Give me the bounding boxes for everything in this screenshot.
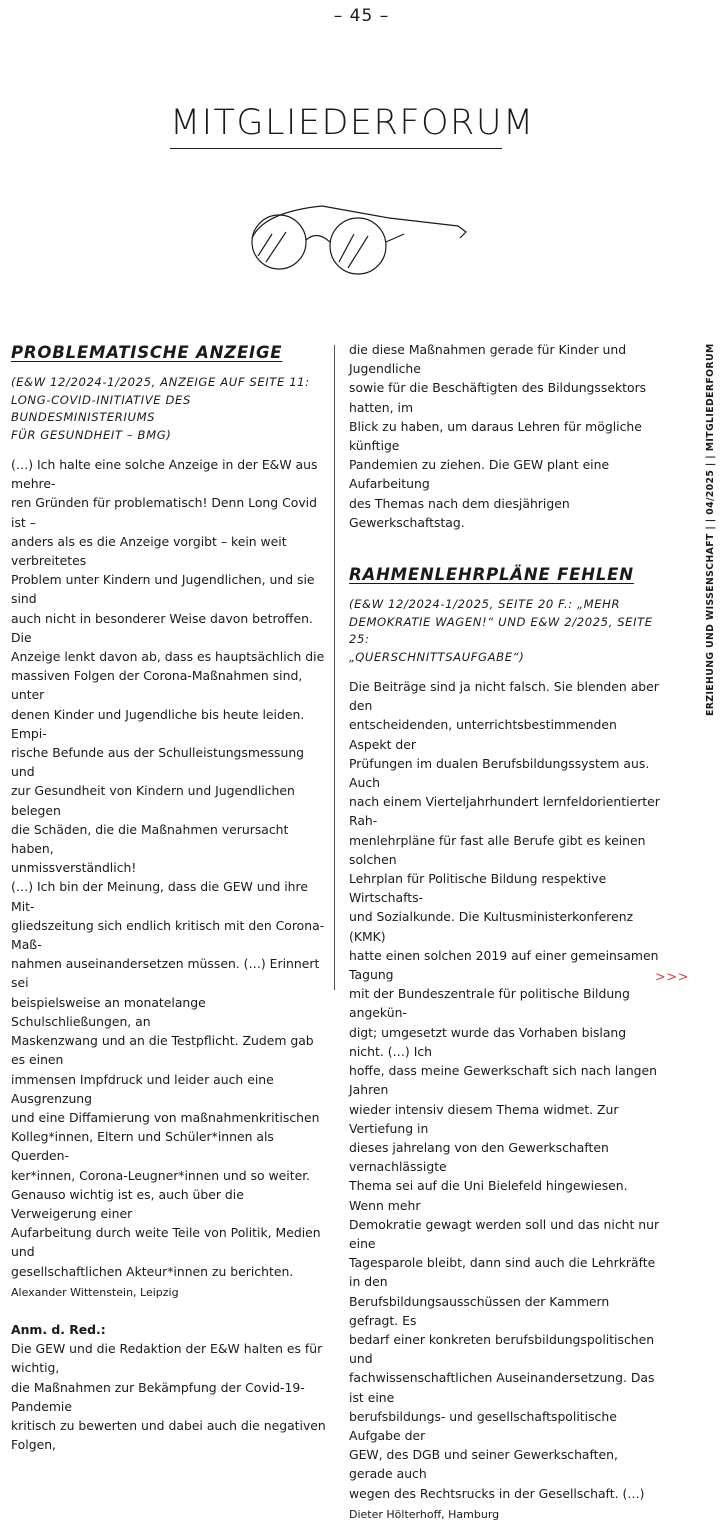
author-signature: Dieter Hölterhoff, Hamburg (349, 1507, 500, 1521)
page-number: – 45 – (333, 6, 390, 26)
editor-note-title: Anm. d. Red.: (11, 1321, 106, 1337)
article-title: RAHMENLEHRPLÄNE FEHLEN (349, 565, 634, 585)
glasses-icon (244, 204, 474, 276)
author-signature: Alexander Wittenstein, Leipzig (11, 1285, 179, 1299)
left-column (11, 340, 329, 1454)
right-column (349, 340, 661, 1524)
letter-paragraph: (…) Ich halte eine solche Anzeige in der E&W aus mehre- ren Gründen für problematisch! Denn Long Covid ist – anders als es die Anzeige vorgibt – kein weit verbreitetes Problem unter Kindern und Jugendlichen, und sie sind auch nicht in besonderer Weise davon betroffen. Die Anzeige lenkt davon ab, dass es hauptsächlich die massiven Folgen der Corona-Maßnahmen sind, unter denen Kinder und Jugendliche bis heute leiden. Empi- rische Befunde aus der Schulleistungsmessung und zur Gesundheit von Kindern und Jugendlichen belegen die Schäden, die die Maßnahmen verursacht haben, unmissverständlich! (11, 457, 325, 876)
editor-note: Die GEW und die Redaktion der E&W halten es für wichtig, die Maßnahmen zur Bekämpfung der Covid-19-Pandemie kritisch zu bewerten und dabei auch die negativen Folgen, (11, 1341, 326, 1453)
continue-arrows[interactable]: >>> (654, 970, 689, 985)
letter-paragraph: Die Beiträge sind ja nicht falsch. Sie blenden aber den entscheidenden, unterrichtsbestimmenden Aspekt der Prüfungen im dualen Berufsbildungssystem aus. Auch nach einem Vierteljahrhundert lernfeldorientierter Rah- menlehrpläne für fast alle Berufe gibt es keinen solchen Lehrplan für Politische Bildung respektive Wirtschafts- und Sozialkunde. Die Kultusministerkonferenz (KMK) hatte einen solchen 2019 auf einer gemeinsamen Tagung mit der Bundeszentrale für politische Bildung angekün- digt; umgesetzt wurde das Vorhaben bislang nicht. (…) Ich hoffe, dass meine Gewerkschaft sich nach langen Jahren wieder intensiv diesem Thema widmet. Zur Vertiefung in dieses jahrelang von den Gewerkschaften vernachlässigte Thema sei auf die Uni Bielefeld hingewiesen. Wenn mehr Demokratie gewagt werden soll und das nicht nur eine Tagesparole bleibt, dann sind auch die Lehrkräfte in den Berufsbildungsausschüssen der Kammern gefragt. Es bedarf einer konkreten berufsbildungspolitischen und fachwissenschaftlichen Auseinandersetzung. Das ist eine berufsbildungs- und gesellschaftspolitische Aufgabe der GEW, des DGB und seiner Gewerkschaften, gerade auch wegen des Rechtsrucks in der Gesellschaft. (…) (349, 679, 660, 1501)
editor-note-continued: die diese Maßnahmen gerade für Kinder und Jugendliche sowie für die Beschäftigten des Bildungssektors hatten, im Blick zu haben, um daraus Lehren für mögliche künftige Pandemien zu ziehen. Die GEW plant eine Aufarbeitung des Themas nach dem diesjährigen Gewerkschaftstag. (349, 342, 647, 530)
magazine-side-label: ERZIEHUNG UND WISSENSCHAFT | | 04/2025 | | MITGLIEDERFORUM (705, 343, 716, 716)
article-reference: (E&W 12/2024-1/2025, SEITE 20 F.: „MEHR DEMOKRATIE WAGEN!“ UND E&W 2/2025, SEITE 25: „QUERSCHNITTSAUFGABE“) (349, 597, 653, 664)
section-title: MITGLIEDERFORUM (170, 102, 502, 149)
column-divider (334, 345, 335, 990)
article-title: PROBLEMATISCHE ANZEIGE (11, 343, 283, 362)
letter-paragraph: (…) Ich bin der Meinung, dass die GEW und ihre Mit- gliedszeitung sich endlich kritisch mit den Corona-Maß- nahmen auseinandersetzen müssen. (…) Erinnert sei beispielsweise an monatelange Schulschließungen, an Maskenzwang und an die Testpflicht. Zudem gab es einen immensen Impfdruck und leider auch eine Ausgrenzung und eine Diffamierung von maßnahmenkritischen Kolleg*innen, Eltern und Schüler*innen als Querden- ker*innen, Corona-Leugner*innen und so weiter. Genauso wichtig ist es, auch über die Verweigerung einer Aufarbeitung durch weite Teile von Politik, Medien und gesellschaftlichen Akteur*innen zu berichten. (11, 879, 325, 1279)
article-reference: (E&W 12/2024-1/2025, ANZEIGE AUF SEITE 11: LONG-COVID-INITIATIVE DES BUNDESMINISTERIUMS FÜR GESUNDHEIT – BMG) (11, 375, 310, 442)
